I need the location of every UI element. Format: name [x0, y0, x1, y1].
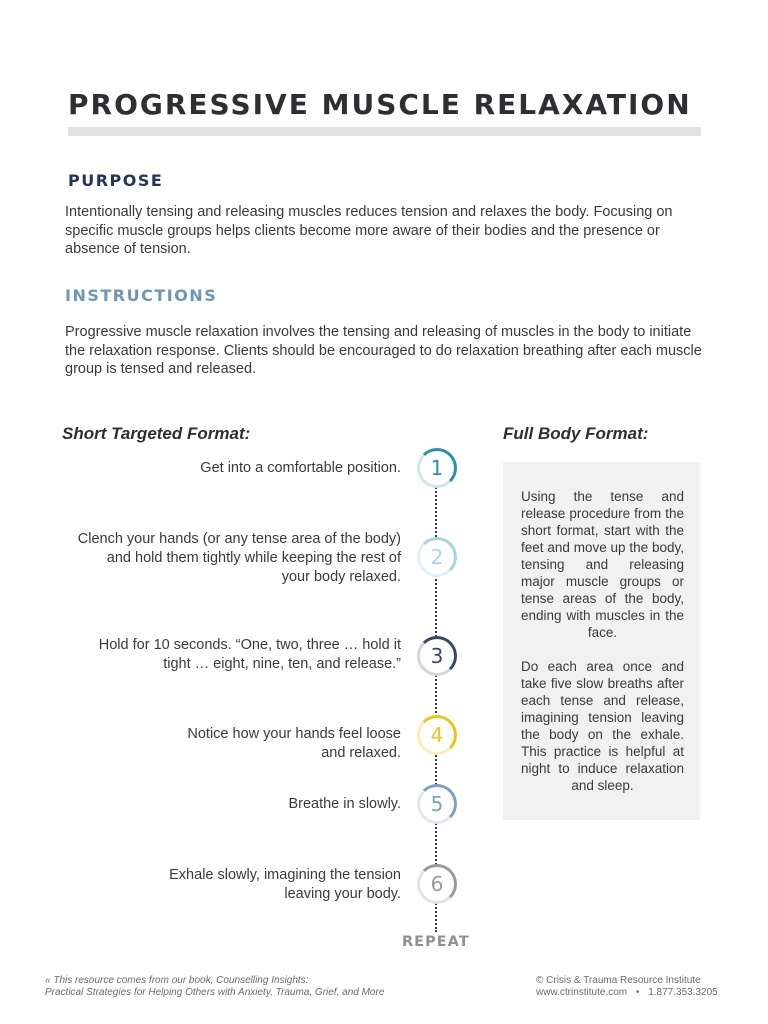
- short-format-heading: Short Targeted Format:: [62, 424, 251, 443]
- purpose-text: Intentionally tensing and releasing muscles reduces tension and relaxes the body. Focusing on specific muscle groups helps clients become more aware of their bodies and the presence or absence of tension.: [65, 204, 673, 257]
- instructions-heading: INSTRUCTIONS: [65, 286, 218, 305]
- step-6-text: [169, 866, 401, 904]
- full-format-paragraph-2: Do each area once and take five slow breaths after each tense and release, imagining tension leaving the body on the exhale. This practice is helpful at night to induce relaxation and sleep.: [521, 659, 684, 793]
- step-1-text: [200, 459, 401, 478]
- footer-contact-line: [536, 987, 718, 999]
- page-title: PROGRESSIVE MUSCLE RELAXATION: [68, 88, 692, 121]
- step-4-number: 4: [417, 715, 457, 755]
- step-3-number: 3: [417, 636, 457, 676]
- step-line: your body relaxed.: [281, 569, 401, 585]
- footer-source: [45, 975, 384, 999]
- footer-source-line-2: Practical Strategies for Helping Others with Anxiety, Trauma, Grief, and More: [45, 987, 385, 998]
- step-3-text: [99, 636, 401, 674]
- footer-website: www.ctrinstitute.com: [536, 987, 628, 998]
- footer-source-line-1: « This resource comes from our book, Counselling Insights:: [45, 975, 309, 986]
- step-line: leaving your body.: [284, 886, 401, 902]
- step-line: Exhale slowly, imagining the tension: [169, 867, 401, 883]
- title-underline: [68, 127, 701, 136]
- step-2-text: [78, 530, 401, 587]
- step-1-number: 1: [417, 448, 457, 488]
- repeat-label: REPEAT: [402, 934, 470, 950]
- step-line: and relaxed.: [321, 745, 401, 761]
- step-2-number: 2: [417, 537, 457, 577]
- footer-org: © Crisis & Trauma Resource Institute: [536, 975, 701, 986]
- step-line: Clench your hands (or any tense area of the body): [77, 531, 401, 547]
- step-4-text: [187, 725, 401, 763]
- bullet-separator-icon: •: [635, 987, 640, 998]
- step-line: tight … eight, nine, ten, and release.”: [163, 656, 401, 672]
- footer-phone: 1.877.353.3205: [648, 987, 718, 998]
- step-line: Breathe in slowly.: [288, 796, 401, 812]
- step-line: Get into a comfortable position.: [200, 460, 401, 476]
- step-5-number: 5: [417, 784, 457, 824]
- step-line: and hold them tightly while keeping the rest of: [106, 550, 401, 566]
- instructions-text: Progressive muscle relaxation involves the tensing and releasing of muscles in the body to initiate the relaxation response. Clients should be encouraged to do relaxation breathing after each muscle group is tensed and released.: [65, 324, 702, 377]
- step-line: Notice how your hands feel loose: [187, 726, 401, 742]
- footer-contact: [536, 975, 718, 999]
- full-format-paragraph-1: Using the tense and release procedure from the short format, start with the feet and move up the body, tensing and releasing major muscle groups or tense areas of the body, ending with muscles in the face.: [521, 489, 684, 640]
- purpose-heading: PURPOSE: [68, 171, 164, 190]
- full-format-heading: Full Body Format:: [503, 424, 649, 443]
- full-body-format-box: [503, 462, 700, 820]
- step-6-number: 6: [417, 864, 457, 904]
- step-line: Hold for 10 seconds. “One, two, three … hold it: [98, 637, 401, 653]
- step-5-text: [288, 795, 401, 814]
- full-body-format-text: [521, 488, 684, 811]
